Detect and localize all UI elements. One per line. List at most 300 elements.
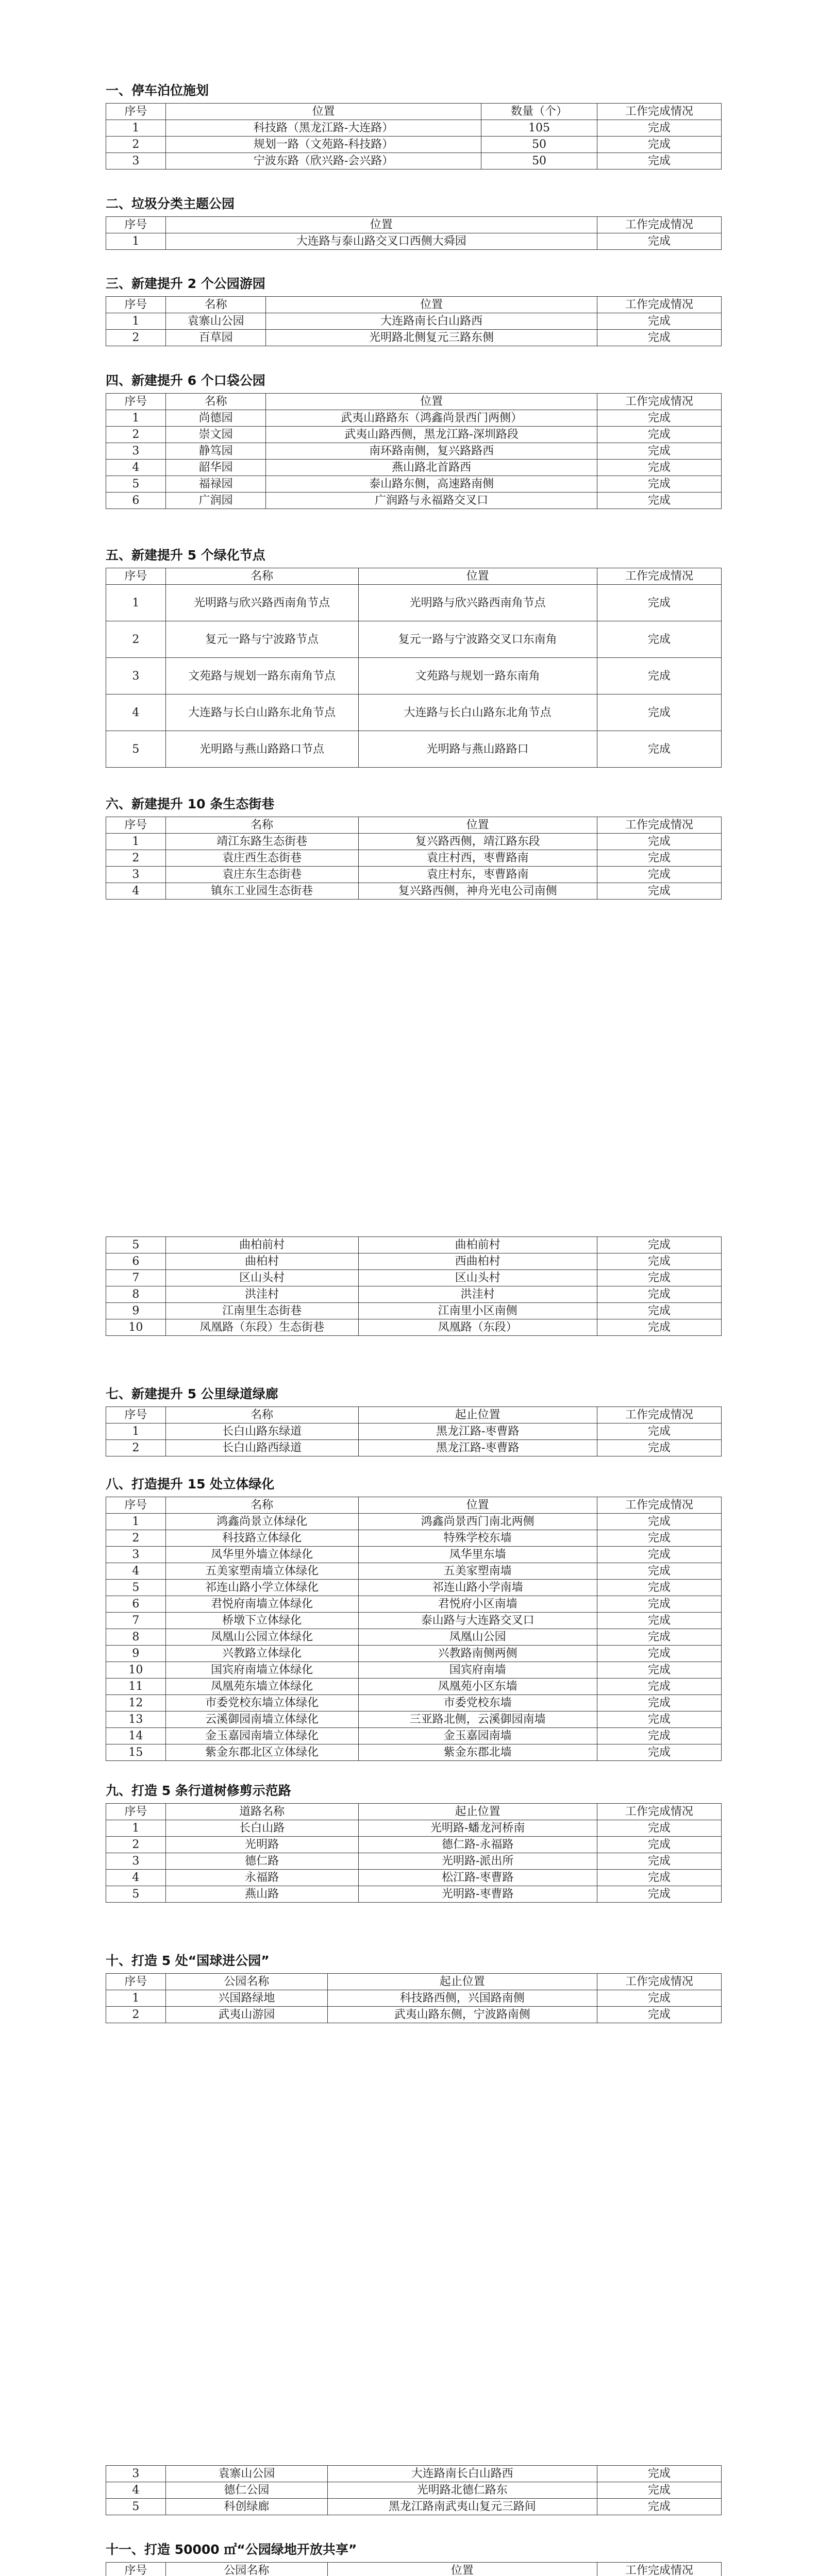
table-cell: 完成	[597, 1440, 721, 1456]
table-cell: 10	[106, 1319, 166, 1336]
table-cell: 黑龙江路-枣曹路	[358, 1440, 597, 1456]
table-cell: 2	[106, 427, 166, 443]
table-cell: 江南里小区南侧	[358, 1303, 597, 1319]
section-eco-alleys-continued	[106, 1236, 722, 1336]
table-header-row	[106, 2563, 722, 2576]
table-cell: 南环路南侧，复兴路路西	[266, 443, 597, 460]
table-cell: 袁庄东生态街巷	[165, 867, 358, 883]
table-cell: 完成	[597, 1530, 721, 1547]
table-row	[106, 850, 722, 867]
table-cell: 大连路与长白山路东北角节点	[358, 694, 597, 731]
column-header: 位置	[327, 2563, 597, 2576]
table-cell: 完成	[597, 1646, 721, 1662]
table-cell: 2	[106, 137, 166, 153]
table-cell: 大连路与长白山路东北角节点	[165, 694, 358, 731]
table-header-row	[106, 394, 722, 410]
column-header: 数量（个）	[481, 104, 597, 120]
table-cell: 科技路（黑龙江路-大连路）	[165, 120, 481, 137]
table-row	[106, 443, 722, 460]
table-row	[106, 460, 722, 476]
column-header: 位置	[358, 1497, 597, 1514]
table-cell: 完成	[597, 1711, 721, 1728]
table-cell: 完成	[597, 1870, 721, 1886]
table-header-row	[106, 1974, 722, 1990]
table-cell: 光明路-蟠龙河桥南	[358, 1820, 597, 1837]
table-cell: 6	[106, 1253, 166, 1270]
table-cell: 大连路南长白山路西	[327, 2466, 597, 2482]
table-cell: 完成	[597, 330, 721, 346]
table-cell: 8	[106, 1629, 166, 1646]
garbage-park-table	[106, 216, 722, 250]
table-cell: 完成	[597, 1744, 721, 1761]
table-row	[106, 1728, 722, 1744]
table-cell: 50	[481, 153, 597, 170]
table-cell: 完成	[597, 427, 721, 443]
table-cell: 完成	[597, 1423, 721, 1440]
table-cell: 光明路北德仁路东	[327, 2482, 597, 2499]
table-cell: 武夷山游园	[165, 2007, 327, 2023]
table-cell: 完成	[597, 493, 721, 509]
section-title: 八、打造提升 15 处立体绿化	[106, 1477, 275, 1492]
table-row	[106, 621, 722, 658]
column-header: 位置	[266, 297, 597, 313]
section-open-green	[106, 2541, 722, 2576]
table-cell: 完成	[597, 1613, 721, 1629]
table-cell: 凤凰路（东段）	[358, 1319, 597, 1336]
table-cell: 永福路	[165, 1870, 358, 1886]
section-title: 一、停车泊位施划	[106, 83, 209, 98]
table-cell: 曲柏前村	[358, 1237, 597, 1253]
table-row	[106, 1530, 722, 1547]
table-cell: 1	[106, 1990, 166, 2007]
table-cell: 武夷山路东侧，宁波路南侧	[327, 2007, 597, 2023]
table-cell: 完成	[597, 2466, 721, 2482]
table-cell: 市委党校东墙	[358, 1695, 597, 1711]
column-header: 序号	[106, 2563, 166, 2576]
table-cell: 凤华里东墙	[358, 1547, 597, 1563]
table-cell: 科技路西侧，兴国路南侧	[327, 1990, 597, 2007]
table-row	[106, 153, 722, 170]
table-cell: 完成	[597, 313, 721, 330]
table-tennis-table	[106, 1973, 722, 2023]
table-cell: 凤凰苑东墙立体绿化	[165, 1679, 358, 1695]
table-cell: 德仁路-永福路	[358, 1837, 597, 1853]
table-cell: 静笃园	[165, 443, 266, 460]
table-cell: 7	[106, 1613, 166, 1629]
tree-pruning-table	[106, 1803, 722, 1903]
table-cell: 大连路南长白山路西	[266, 313, 597, 330]
table-row	[106, 233, 722, 250]
column-header: 序号	[106, 817, 166, 834]
column-header: 道路名称	[165, 1804, 358, 1820]
table-cell: 凤华里外墙立体绿化	[165, 1547, 358, 1563]
column-header: 名称	[165, 1407, 358, 1423]
table-cell: 规划一路（文苑路-科技路）	[165, 137, 481, 153]
table-cell: 3	[106, 1547, 166, 1563]
table-cell: 完成	[597, 1270, 721, 1286]
table-cell: 曲柏前村	[165, 1237, 358, 1253]
table-cell: 武夷山路西侧，黑龙江路-深圳路段	[266, 427, 597, 443]
table-cell: 科技路立体绿化	[165, 1530, 358, 1547]
table-cell: 1	[106, 1514, 166, 1530]
column-header: 序号	[106, 297, 166, 313]
table-cell: 7	[106, 1270, 166, 1286]
table-cell: 完成	[597, 1563, 721, 1580]
section-table-tennis	[106, 1953, 722, 2023]
column-header: 工作完成情况	[597, 104, 721, 120]
column-header: 位置	[165, 217, 597, 233]
table-row	[106, 1319, 722, 1336]
table-row	[106, 1237, 722, 1253]
table-row	[106, 1286, 722, 1303]
table-cell: 洪洼村	[165, 1286, 358, 1303]
section-tree-pruning	[106, 1783, 722, 1903]
column-header: 名称	[165, 297, 266, 313]
column-header: 名称	[165, 1497, 358, 1514]
table-cell: 10	[106, 1662, 166, 1679]
table-row	[106, 1853, 722, 1870]
section-parking	[106, 82, 722, 170]
table-cell: 崇文园	[165, 427, 266, 443]
table-row	[106, 1270, 722, 1286]
table-row	[106, 1580, 722, 1596]
table-cell: 长白山路西绿道	[165, 1440, 358, 1456]
table-cell: 1	[106, 313, 166, 330]
table-row	[106, 1870, 722, 1886]
table-cell: 凤凰山公园	[358, 1629, 597, 1646]
table-row	[106, 427, 722, 443]
table-cell: 8	[106, 1286, 166, 1303]
column-header: 工作完成情况	[597, 1974, 721, 1990]
table-cell: 3	[106, 153, 166, 170]
table-header-row	[106, 1497, 722, 1514]
section-title: 六、新建提升 10 条生态街巷	[106, 796, 275, 811]
table-row	[106, 2482, 722, 2499]
table-row	[106, 1990, 722, 2007]
table-cell: 德仁公园	[165, 2482, 327, 2499]
table-cell: 复元一路与宁波路交叉口东南角	[358, 621, 597, 658]
table-row	[106, 1440, 722, 1456]
table-cell: 15	[106, 1744, 166, 1761]
table-cell: 13	[106, 1711, 166, 1728]
section-parks	[106, 276, 722, 346]
table-row	[106, 313, 722, 330]
table-cell: 泰山路东侧，高速路南侧	[266, 476, 597, 493]
table-cell: 韶华园	[165, 460, 266, 476]
table-row	[106, 1679, 722, 1695]
table-cell: 2	[106, 2007, 166, 2023]
table-cell: 市委党校东墙立体绿化	[165, 1695, 358, 1711]
table-cell: 1	[106, 410, 166, 427]
table-cell: 完成	[597, 1580, 721, 1596]
table-cell: 长白山路东绿道	[165, 1423, 358, 1440]
table-cell: 完成	[597, 1286, 721, 1303]
table-row	[106, 1646, 722, 1662]
column-header: 序号	[106, 104, 166, 120]
section-title: 十、打造 5 处“国球进公园”	[106, 1953, 270, 1968]
table-row	[106, 1303, 722, 1319]
section-green-nodes	[106, 547, 722, 768]
greenways-table	[106, 1406, 722, 1456]
column-header: 序号	[106, 1407, 166, 1423]
table-row	[106, 658, 722, 694]
table-cell: 3	[106, 867, 166, 883]
table-row	[106, 1662, 722, 1679]
table-cell: 特殊学校东墙	[358, 1530, 597, 1547]
section-pocket-parks	[106, 372, 722, 509]
table-cell: 完成	[597, 1886, 721, 1903]
table-cell: 完成	[597, 731, 721, 768]
column-header: 序号	[106, 568, 166, 585]
table-cell: 1	[106, 585, 166, 621]
table-cell: 完成	[597, 1837, 721, 1853]
table-cell: 光明路与欣兴路西南角节点	[165, 585, 358, 621]
column-header: 工作完成情况	[597, 1407, 721, 1423]
table-cell: 完成	[597, 1303, 721, 1319]
column-header: 序号	[106, 1497, 166, 1514]
table-cell: 6	[106, 493, 166, 509]
table-row	[106, 834, 722, 850]
table-cell: 君悦府南墙立体绿化	[165, 1596, 358, 1613]
table-cell: 复元一路与宁波路节点	[165, 621, 358, 658]
table-cell: 文苑路与规划一路东南角	[358, 658, 597, 694]
column-header: 序号	[106, 1804, 166, 1820]
table-cell: 长白山路	[165, 1820, 358, 1837]
table-cell: 鸿鑫尚景立体绿化	[165, 1514, 358, 1530]
table-cell: 靖江东路生态街巷	[165, 834, 358, 850]
table-cell: 5	[106, 731, 166, 768]
table-cell: 4	[106, 1870, 166, 1886]
column-header: 位置	[165, 104, 481, 120]
table-row	[106, 1711, 722, 1728]
table-cell: 完成	[597, 834, 721, 850]
table-row	[106, 1695, 722, 1711]
table-row	[106, 493, 722, 509]
table-cell: 兴教路南侧两侧	[358, 1646, 597, 1662]
table-cell: 完成	[597, 443, 721, 460]
table-cell: 完成	[597, 2499, 721, 2515]
table-cell: 祁连山路小学立体绿化	[165, 1580, 358, 1596]
table-cell: 区山头村	[165, 1270, 358, 1286]
table-cell: 凤凰山公园立体绿化	[165, 1629, 358, 1646]
section-garbage-park	[106, 196, 722, 250]
table-cell: 50	[481, 137, 597, 153]
section-title: 十一、打造 50000 ㎡“公园绿地开放共享”	[106, 2542, 357, 2557]
table-header-row	[106, 104, 722, 120]
table-cell: 完成	[597, 585, 721, 621]
table-tennis-table-continued	[106, 2465, 722, 2515]
table-cell: 完成	[597, 1514, 721, 1530]
table-cell: 完成	[597, 1728, 721, 1744]
table-cell: 1	[106, 120, 166, 137]
table-cell: 完成	[597, 1695, 721, 1711]
table-cell: 武夷山路路东（鸿鑫尚景西门两侧）	[266, 410, 597, 427]
table-cell: 袁庄村东，枣曹路南	[358, 867, 597, 883]
table-cell: 国宾府南墙	[358, 1662, 597, 1679]
table-cell: 1	[106, 233, 166, 250]
table-cell: 完成	[597, 476, 721, 493]
section-title: 二、垃圾分类主题公园	[106, 196, 235, 211]
table-cell: 袁庄西生态街巷	[165, 850, 358, 867]
table-cell: 3	[106, 658, 166, 694]
table-cell: 光明路	[165, 1837, 358, 1853]
table-cell: 完成	[597, 410, 721, 427]
table-row	[106, 867, 722, 883]
table-cell: 2	[106, 621, 166, 658]
table-cell: 完成	[597, 694, 721, 731]
column-header: 公园名称	[165, 2563, 327, 2576]
table-cell: 9	[106, 1646, 166, 1662]
table-row	[106, 1563, 722, 1580]
green-nodes-table	[106, 568, 722, 768]
table-cell: 3	[106, 443, 166, 460]
pocket-parks-table	[106, 393, 722, 509]
table-row	[106, 476, 722, 493]
table-cell: 祁连山路小学南墙	[358, 1580, 597, 1596]
table-cell: 复兴路西侧，神舟光电公司南侧	[358, 883, 597, 900]
section-eco-alleys	[106, 796, 722, 900]
table-cell: 凤凰路（东段）生态街巷	[165, 1319, 358, 1336]
table-cell: 完成	[597, 883, 721, 900]
table-cell: 燕山路	[165, 1886, 358, 1903]
table-cell: 1	[106, 834, 166, 850]
table-cell: 江南里生态街巷	[165, 1303, 358, 1319]
table-cell: 2	[106, 1440, 166, 1456]
table-cell: 完成	[597, 2482, 721, 2499]
column-header: 名称	[165, 568, 358, 585]
column-header: 公园名称	[165, 1974, 327, 1990]
table-row	[106, 1820, 722, 1837]
column-header: 位置	[266, 394, 597, 410]
table-cell: 5	[106, 1886, 166, 1903]
table-cell: 完成	[597, 120, 721, 137]
table-cell: 紫金东郡北区立体绿化	[165, 1744, 358, 1761]
section-title: 四、新建提升 6 个口袋公园	[106, 373, 265, 388]
table-cell: 2	[106, 330, 166, 346]
table-row	[106, 1547, 722, 1563]
section-vertical-greening	[106, 1476, 722, 1761]
table-cell: 完成	[597, 1990, 721, 2007]
table-row	[106, 1596, 722, 1613]
table-cell: 1	[106, 1820, 166, 1837]
parking-table	[106, 103, 722, 170]
table-cell: 5	[106, 2499, 166, 2515]
table-row	[106, 1744, 722, 1761]
table-cell: 五美家塑南墙	[358, 1563, 597, 1580]
table-cell: 西曲柏村	[358, 1253, 597, 1270]
table-cell: 完成	[597, 2007, 721, 2023]
column-header: 位置	[358, 568, 597, 585]
section-table-tennis-continued	[106, 2465, 722, 2515]
table-row	[106, 1629, 722, 1646]
table-row	[106, 883, 722, 900]
table-cell: 完成	[597, 1662, 721, 1679]
table-row	[106, 731, 722, 768]
column-header: 工作完成情况	[597, 2563, 721, 2576]
table-cell: 三亚路北侧，云溪御园南墙	[358, 1711, 597, 1728]
table-cell: 桥墩下立体绿化	[165, 1613, 358, 1629]
table-cell: 百草园	[165, 330, 266, 346]
table-cell: 3	[106, 2466, 166, 2482]
table-cell: 6	[106, 1596, 166, 1613]
parks-table	[106, 296, 722, 346]
table-row	[106, 137, 722, 153]
column-header: 工作完成情况	[597, 1497, 721, 1514]
table-cell: 云溪御园南墙立体绿化	[165, 1711, 358, 1728]
table-cell: 国宾府南墙立体绿化	[165, 1662, 358, 1679]
table-cell: 完成	[597, 233, 721, 250]
table-cell: 完成	[597, 1596, 721, 1613]
table-row	[106, 1837, 722, 1853]
table-cell: 德仁路	[165, 1853, 358, 1870]
table-header-row	[106, 1407, 722, 1423]
table-row	[106, 410, 722, 427]
table-cell: 复兴路西侧，靖江路东段	[358, 834, 597, 850]
table-row	[106, 694, 722, 731]
table-cell: 凤凰苑小区东墙	[358, 1679, 597, 1695]
table-cell: 4	[106, 883, 166, 900]
table-cell: 袁寨山公园	[165, 2466, 327, 2482]
column-header: 工作完成情况	[597, 817, 721, 834]
table-cell: 2	[106, 850, 166, 867]
table-cell: 5	[106, 1237, 166, 1253]
table-cell: 14	[106, 1728, 166, 1744]
table-cell: 4	[106, 1563, 166, 1580]
table-cell: 兴教路立体绿化	[165, 1646, 358, 1662]
table-cell: 金玉嘉园南墙	[358, 1728, 597, 1744]
table-cell: 完成	[597, 153, 721, 170]
table-cell: 完成	[597, 137, 721, 153]
table-cell: 11	[106, 1679, 166, 1695]
table-header-row	[106, 297, 722, 313]
table-cell: 完成	[597, 850, 721, 867]
table-cell: 黑龙江路南武夷山复元三路间	[327, 2499, 597, 2515]
table-cell: 尚德园	[165, 410, 266, 427]
table-cell: 袁庄村西，枣曹路南	[358, 850, 597, 867]
table-cell: 光明路与燕山路路口	[358, 731, 597, 768]
table-row	[106, 1886, 722, 1903]
table-cell: 完成	[597, 1679, 721, 1695]
table-cell: 曲柏村	[165, 1253, 358, 1270]
column-header: 序号	[106, 1974, 166, 1990]
column-header: 工作完成情况	[597, 394, 721, 410]
table-cell: 松江路-枣曹路	[358, 1870, 597, 1886]
table-row	[106, 1514, 722, 1530]
table-row	[106, 1613, 722, 1629]
table-cell: 广润路与永福路交叉口	[266, 493, 597, 509]
section-title: 三、新建提升 2 个公园游园	[106, 276, 265, 291]
table-cell: 完成	[597, 1547, 721, 1563]
column-header: 工作完成情况	[597, 217, 721, 233]
eco-alleys-table	[106, 817, 722, 900]
table-cell: 光明路北侧复元三路东侧	[266, 330, 597, 346]
table-row	[106, 2007, 722, 2023]
table-cell: 袁寨山公园	[165, 313, 266, 330]
table-cell: 君悦府小区南墙	[358, 1596, 597, 1613]
vertical-greening-table	[106, 1497, 722, 1761]
table-cell: 光明路-派出所	[358, 1853, 597, 1870]
table-cell: 5	[106, 476, 166, 493]
table-cell: 完成	[597, 1253, 721, 1270]
section-title: 九、打造 5 条行道树修剪示范路	[106, 1783, 291, 1798]
eco-alleys-table-continued	[106, 1236, 722, 1336]
table-cell: 黑龙江路-枣曹路	[358, 1423, 597, 1440]
table-cell: 完成	[597, 1629, 721, 1646]
table-cell: 完成	[597, 658, 721, 694]
table-cell: 广润园	[165, 493, 266, 509]
table-cell: 2	[106, 1837, 166, 1853]
column-header: 序号	[106, 217, 166, 233]
